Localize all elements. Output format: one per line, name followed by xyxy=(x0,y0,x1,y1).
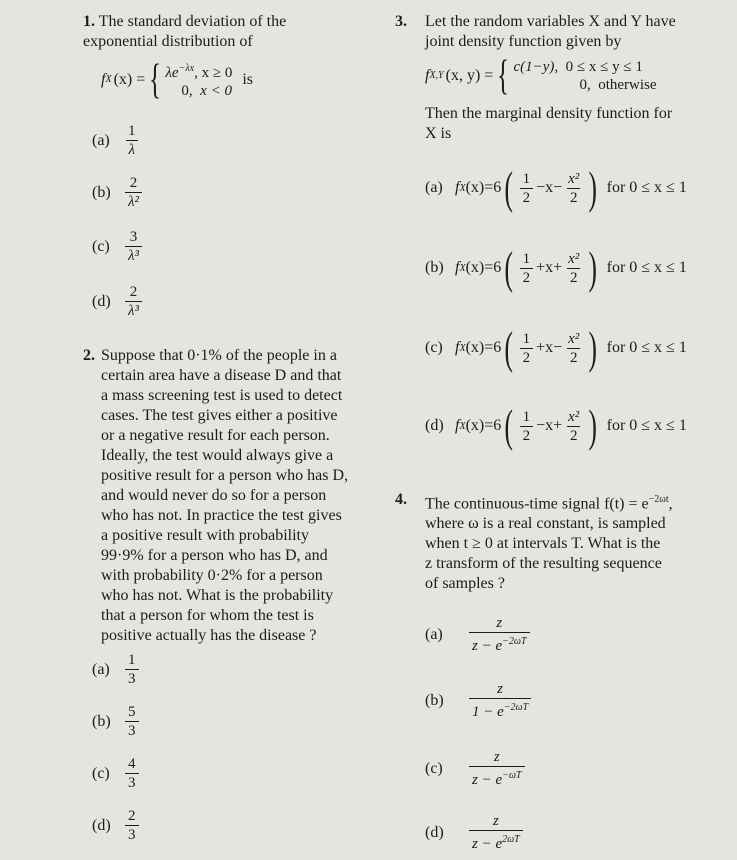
question-3-formula: f X,Y (x, y) = { c(1−y), 0 ≤ x ≤ y ≤ 1 0, otherwise xyxy=(425,53,657,99)
q3-option-c[interactable]: (c) f X (x)=6 ( $\frac{1}{2}$ +x− $\frac{\text{x²}}{2}$ ) for 0 ≤ x ≤ 1 xyxy=(425,322,687,373)
question-3-text: Let the random variables X and Y have joint density function given by xyxy=(425,13,676,50)
q2-option-d[interactable]: (d) $\frac{2}{3}$ xyxy=(92,807,142,844)
left-paren-icon: ( xyxy=(504,400,514,451)
q4-option-c[interactable]: (c) $\frac{z}{z - e^{-\omega T}}$ xyxy=(425,748,528,789)
fraction: $\frac{1}{3}$ xyxy=(125,651,139,688)
q2-option-c[interactable]: (c) $\frac{4}{3}$ xyxy=(92,755,142,792)
case-1: c(1−y), 0 ≤ x ≤ y ≤ 1 xyxy=(513,59,643,75)
q2-option-a[interactable]: (a) $\frac{1}{3}$ xyxy=(92,651,142,688)
fraction: $\frac{2}{\text{λ³}}$ xyxy=(125,283,142,320)
question-2-text: Suppose that 0·1% of the people in a certain area have a disease D and that a mass screening test is used to detect cases. The test gives either a positive or a negative result for each person. Ideally, the test would always give a positive result for a person who has D, and would never do so for a person who has not. In practice the test gives a positive result with probability 99·9% for a person who has D, and with probability 0·2% for a person who has not. What is the probability that a person for whom the test is positive actually has the disease ? xyxy=(101,347,349,644)
question-4-text: The continuous-time signal $f(t) = e^{-2\omega t}$, where ω is a real constant, is sampled when t ≥ 0 at intervals T. What is the z transform of the resulting sequence of samples ? xyxy=(425,494,673,593)
q1-option-a[interactable]: (a) $\frac{1}{\lambda}$ xyxy=(92,122,142,159)
case-2: 0, x < 0 xyxy=(181,83,232,99)
fraction: $\frac{2}{\text{λ²}}$ xyxy=(125,174,142,211)
fraction: $\frac{z}{z - e^{-2\omega T}}$ xyxy=(469,614,530,655)
q4-option-a[interactable]: (a) $\frac{z}{z - e^{-2\omega T}}$ xyxy=(425,614,533,655)
question-3-number: 3. xyxy=(395,13,407,30)
fraction: $\frac{z}{1 - e^{-2\omega T}}$ xyxy=(469,680,531,721)
piecewise-cases xyxy=(513,58,656,94)
q2-option-b[interactable]: (b) $\frac{5}{3}$ xyxy=(92,703,142,740)
q1-option-c[interactable]: (c) $\frac{3}{\text{λ³}}$ xyxy=(92,228,145,265)
q1-option-d[interactable]: (d) $\frac{2}{\text{λ³}}$ xyxy=(92,283,145,320)
piecewise-cases xyxy=(165,60,232,100)
right-paren-icon: ) xyxy=(588,400,598,451)
formula-arg: (x) = xyxy=(113,71,146,88)
fraction: $\frac{z}{z - e^{2\omega T}}$ xyxy=(469,812,523,853)
question-4-number: 4. xyxy=(395,491,407,508)
q3-option-b[interactable]: (b) f X (x)=6 ( $\frac{1}{2}$ +x+ $\frac{\text{x²}}{2}$ ) for 0 ≤ x ≤ 1 xyxy=(425,242,687,293)
question-1-text: The standard deviation of the exponential distribution of xyxy=(83,13,287,50)
q3-option-d[interactable]: (d) f X (x)=6 ( $\frac{1}{2}$ −x+ $\frac{\text{x²}}{2}$ ) for 0 ≤ x ≤ 1 xyxy=(425,400,687,451)
formula-suffix: is xyxy=(242,71,254,88)
q3-option-a[interactable]: (a) f X (x)=6 ( $\frac{1}{2}$ −x− $\frac{\text{x²}}{2}$ ) for 0 ≤ x ≤ 1 xyxy=(425,162,687,213)
q4-option-d[interactable]: (d) $\frac{z}{z - e^{2\omega T}}$ xyxy=(425,812,526,853)
left-paren-icon: ( xyxy=(504,242,514,293)
left-brace-icon: { xyxy=(497,53,510,99)
fraction: $\frac{1}{\lambda}$ xyxy=(125,122,139,159)
left-paren-icon: ( xyxy=(504,322,514,373)
case-2: 0, otherwise xyxy=(579,77,657,93)
q4-option-b[interactable]: (b) $\frac{z}{1 - e^{-2\omega T}}$ xyxy=(425,680,534,721)
fraction: $\frac{5}{3}$ xyxy=(125,703,139,740)
q1-option-b[interactable]: (b) $\frac{2}{\text{λ²}}$ xyxy=(92,174,145,211)
question-3-followup: Then the marginal density function for X is xyxy=(425,105,673,142)
case-1: $\lambda e^{-\lambda x}$, x ≥ 0 xyxy=(165,63,233,81)
fraction: $\frac{4}{3}$ xyxy=(125,755,139,792)
formula-sub: X xyxy=(105,74,112,85)
left-paren-icon: ( xyxy=(504,162,514,213)
right-paren-icon: ) xyxy=(588,162,598,213)
fraction: $\frac{z}{z - e^{-\omega T}}$ xyxy=(469,748,525,789)
question-1-number: 1. xyxy=(83,13,95,30)
formula-f: f xyxy=(101,71,106,88)
question-2-number: 2. xyxy=(83,347,95,364)
fraction: $\frac{3}{\text{λ³}}$ xyxy=(125,228,142,265)
right-paren-icon: ) xyxy=(588,322,598,373)
left-brace-icon: { xyxy=(149,57,162,103)
question-1-formula xyxy=(101,57,254,103)
right-paren-icon: ) xyxy=(588,242,598,293)
fraction: $\frac{2}{3}$ xyxy=(125,807,139,844)
question-1-text-block xyxy=(83,12,363,52)
